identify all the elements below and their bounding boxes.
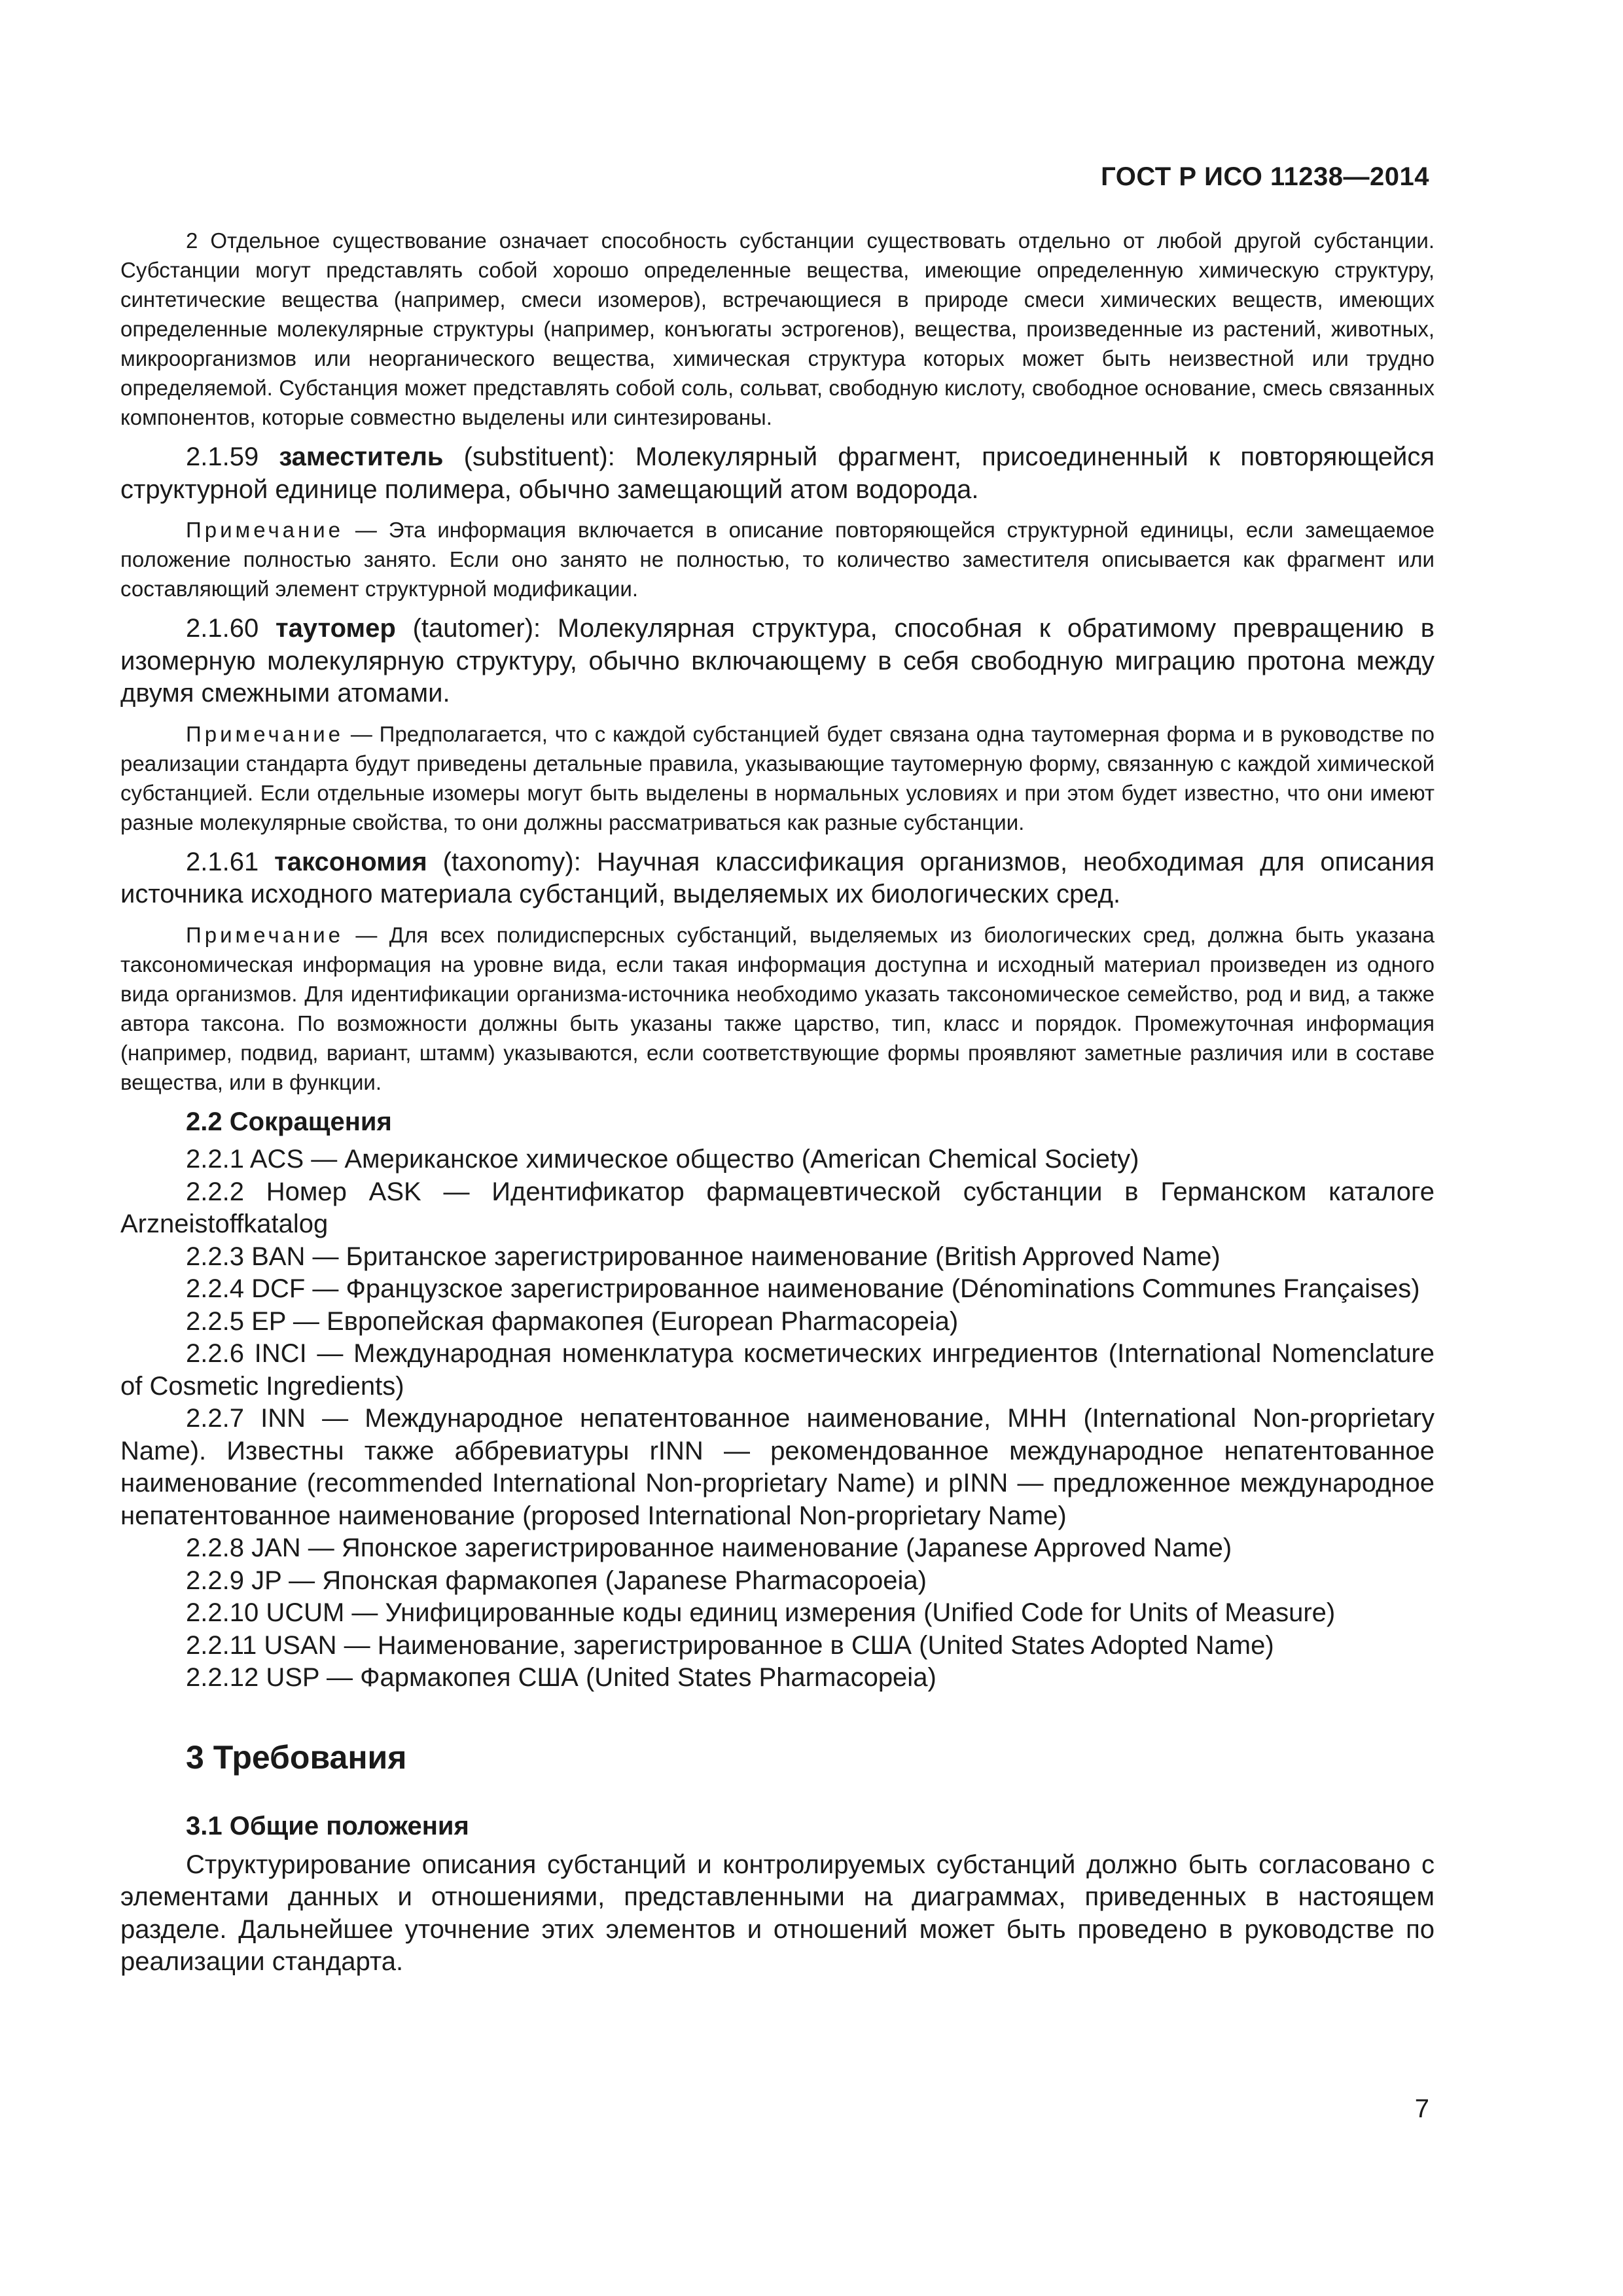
note-text: — Предполагается, что с каждой субстанцией будет связана одна таутомерная форма и в руководстве по реализации стандарта будут приведены детальные правила, указывающие таутомерную форму, связанную с каждой химической субстанцией. Если отдельные изомеры могут быть выделены в нормальных условиях и при этом будет известно, что они имеют разные молекулярные свойства, то они должны рассматриваться как разные субстанции. (120, 721, 1435, 834)
abbreviation-item: 2.2.11 USAN — Наименование, зарегистрированное в США (United States Adopted Name) (186, 1630, 1274, 1660)
abbreviation-item: 2.2.3 BAN — Британское зарегистрированное наименование (British Approved Name) (186, 1242, 1221, 1271)
abbreviation-item: 2.2.1 ACS — Американское химическое общество (American Chemical Society) (186, 1145, 1139, 1174)
abbreviation-item: 2.2.12 USP — Фармакопея США (United States Pharmacopeia) (186, 1663, 936, 1692)
definition-term: таутомер (275, 614, 396, 643)
definition-2-1-61 (120, 846, 1435, 911)
definition-term: таксономия (274, 847, 427, 876)
note-text: — Для всех полидисперсных субстанций, выделяемых из биологических сред, должна быть указана таксономическая информация на уровне вида, если такая информация доступна и исходный материал произведен из одного вида организмов. Для идентификации организма-источника необходимо указать таксономическое семейство, род и вид, а также автора таксона. По возможности должны быть указаны также царство, тип, класс и порядок. Промежуточная информация (например, подвид, вариант, штамм) указываются, если соответствующие формы проявляют заметные различия или в составе вещества, или в функции. (120, 922, 1435, 1094)
paragraph-substance-note: 2 Отдельное существование означает способность субстанции существовать отдельно от любой другой субстанции. Субстанции могут представлять собой хорошо определенные вещества, имеющие определенную химическую структуру, синтетические вещества (например, смеси изомеров), встречающиеся в природе смеси химических веществ, имеющих определенные молекулярные структуры (например, конъюгаты эстрогенов), вещества, произведенные из растений, животных, микроорганизмов или неорганического вещества, химическая структура которых может быть неизвестной или трудно определяемой. Субстанция может представлять собой соль, сольват, свободную кислоту, свободное основание, смесь связанных компонентов, которые совместно выделены или синтезированы. (120, 228, 1435, 429)
definition-number: 2.1.60 (186, 614, 259, 643)
abbreviations-heading: 2.2 Сокращения (186, 1107, 392, 1136)
definition-2-1-60 (120, 613, 1435, 710)
section-3-1-heading: 3.1 Общие положения (186, 1811, 469, 1840)
section-3-heading: 3 Требования (186, 1738, 407, 1776)
page-content (120, 226, 1435, 1988)
definition-number: 2.1.59 (186, 442, 259, 471)
abbreviation-item: 2.2.8 JAN — Японское зарегистрированное наименование (Japanese Approved Name) (186, 1534, 1232, 1562)
definition-number: 2.1.61 (186, 847, 259, 876)
definition-text: (tautomer): Молекулярная структура, способная к обратимому превращению в изомерную молекулярную структуру, обычно включающему в себя свободную миграцию протона между двумя смежными атомами. (120, 614, 1435, 708)
document-code-header: ГОСТ Р ИСО 11238—2014 (1101, 162, 1429, 191)
note-label: Примечание (186, 721, 344, 746)
note-2-1-61 (120, 920, 1435, 1097)
abbreviation-item: 2.2.4 DCF — Французское зарегистрированное наименование (Dénominations Communes Françaises) (186, 1274, 1420, 1303)
note-2-1-60 (120, 719, 1435, 837)
note-label: Примечание (186, 922, 344, 947)
definition-2-1-59 (120, 441, 1435, 506)
abbreviation-item: 2.2.5 EP — Европейская фармакопея (European Pharmacopeia) (186, 1306, 959, 1336)
note-text: — Эта информация включается в описание повторяющейся структурной единицы, если замещаемое положение полностью занято. Если оно занято не полностью, то количество заместителя описывается как фрагмент или составляющий элемент структурной модификации. (120, 518, 1435, 601)
note-label: Примечание (186, 518, 344, 542)
definition-text: (taxonomy): Научная классификация организмов, необходимая для описания источника исходного материала субстанций, выделяемых их биологических сред. (120, 847, 1435, 908)
definition-text: (substituent): Молекулярный фрагмент, присоединенный к повторяющейся структурной единице полимера, обычно замещающий атом водорода. (120, 442, 1435, 504)
abbreviation-item: 2.2.7 INN — Международное непатентованное наименование, МНН (International Non-proprietary Name). Известны также аббревиатуры rINN — рекомендованное международное непатентованное наименование (recommended International Non-proprietary Name) и pINN — предложенное международное непатентованное наименование (proposed International Non-proprietary Name) (120, 1404, 1435, 1530)
definition-term: заместитель (279, 442, 444, 471)
abbreviation-item: 2.2.6 INCI — Международная номенклатура косметических ингредиентов (International Nomenclature of Cosmetic Ingredients) (120, 1339, 1435, 1401)
abbreviation-item: 2.2.2 Номер ASK — Идентификатор фармацевтической субстанции в Германском каталоге Arzneistoffkatalog (120, 1177, 1435, 1238)
note-2-1-59 (120, 515, 1435, 603)
abbreviation-item: 2.2.10 UCUM — Унифицированные коды единиц измерения (Unified Code for Units of Measure) (186, 1598, 1336, 1627)
section-3-1-text: Структурирование описания субстанций и контролируемых субстанций должно быть согласовано с элементами данных и отношениями, представленными на диаграммах, приведенных в настоящем разделе. Дальнейшее уточнение этих элементов и отношений может быть проведено в руководстве по реализации стандарта. (120, 1850, 1435, 1976)
page-number: 7 (1414, 2094, 1429, 2123)
abbreviation-item: 2.2.9 JP — Японская фармакопея (Japanese Pharmacopoeia) (186, 1566, 927, 1595)
